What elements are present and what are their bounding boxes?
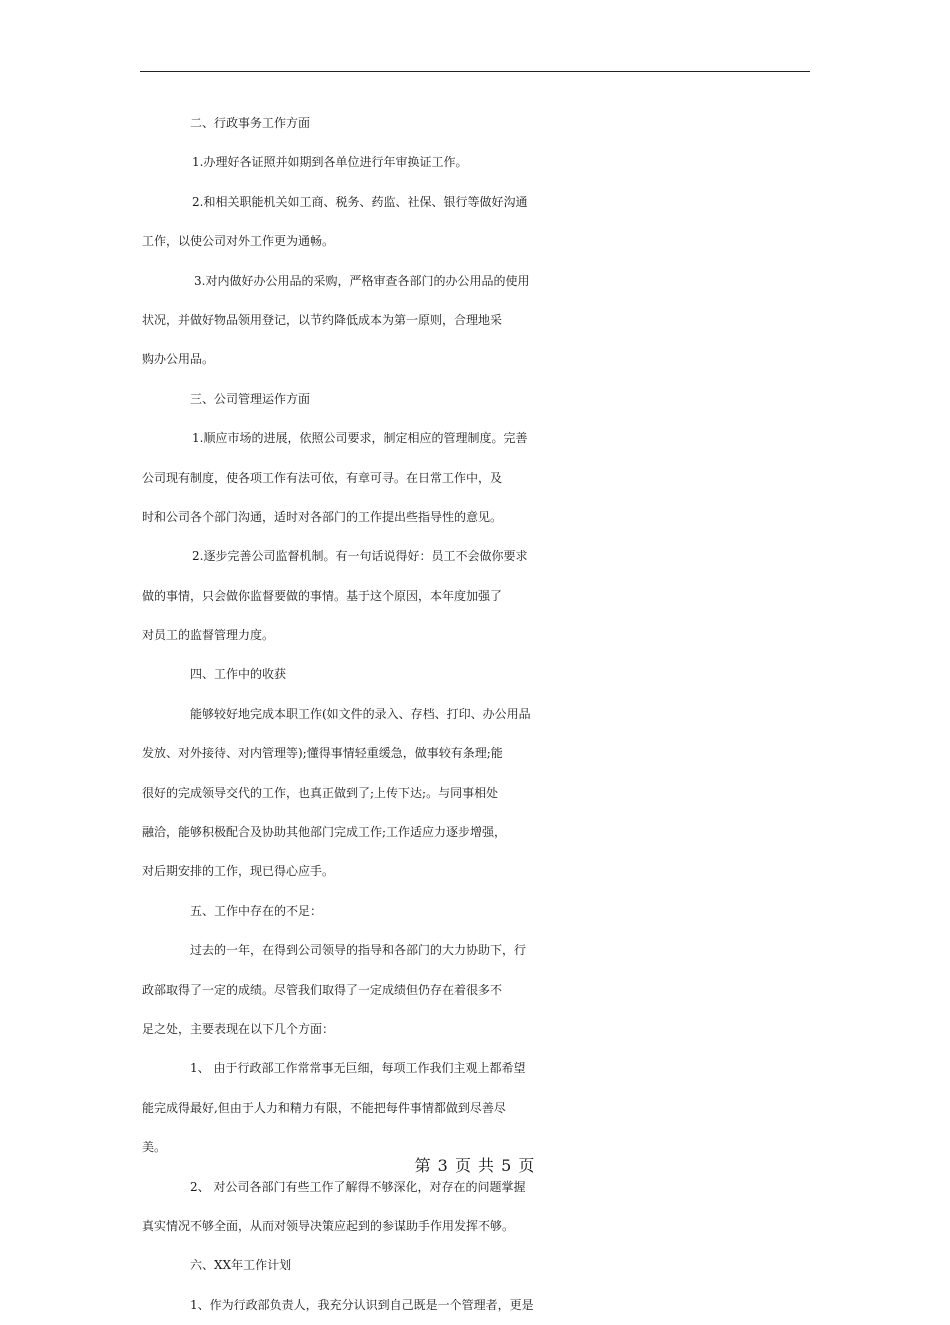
text-line: 做的事情，只会做你监督要做的事情。基于这个原因，本年度加强了: [142, 588, 503, 603]
text-line: 2、 对公司各部门有些工作了解得不够深化，对存在的问题掌握: [190, 1179, 526, 1194]
text-line: 二、行政事务工作方面: [190, 116, 311, 130]
text-line: 状况，并做好物品领用登记，以节约降低成本为第一原则，合理地采: [142, 312, 503, 327]
text-line: 能完成得最好,但由于人力和精力有限，不能把每件事情都做到尽善尽: [142, 1100, 506, 1115]
text-line: 1.办理好各证照并如期到各单位进行年审换证工作。: [192, 155, 468, 170]
text-line: 对后期安排的工作，现已得心应手。: [142, 864, 335, 879]
text-line: 工作，以使公司对外工作更为通畅。: [142, 234, 335, 249]
text-line: 足之处，主要表现在以下几个方面：: [142, 1021, 335, 1036]
text-line: 三、公司管理运作方面: [190, 391, 311, 406]
text-line: 真实情况不够全面，从而对领导决策应起到的参谋助手作用发挥不够。: [142, 1218, 515, 1233]
text-line: 美。: [142, 1140, 167, 1155]
text-line: 五、工作中存在的不足：: [190, 903, 323, 918]
text-line: 对员工的监督管理力度。: [142, 628, 275, 643]
text-line: 1.顺应市场的进展，依照公司要求，制定相应的管理制度。完善: [192, 431, 528, 446]
text-line: 时和公司各个部门沟通，适时对各部门的工作提出些指导性的意见。: [142, 509, 503, 524]
text-line: 四、工作中的收获: [190, 667, 287, 682]
text-line: 公司现有制度，使各项工作有法可依，有章可寻。在日常工作中，及: [142, 470, 503, 485]
document-body: [142, 104, 812, 1325]
text-line: 1、作为行政部负责人，我充分认识到自己既是一个管理者，更是: [190, 1297, 534, 1312]
text-line: 购办公用品。: [142, 352, 215, 367]
text-line: 能够较好地完成本职工作(如文件的录入、存档、打印、办公用品: [190, 706, 531, 721]
text-line: 2.逐步完善公司监督机制。有一句话说得好：员工不会做你要求: [192, 549, 528, 564]
text-line: 1、 由于行政部工作常常事无巨细，每项工作我们主观上都希望: [190, 1061, 526, 1076]
text-line: 很好的完成领导交代的工作，也真正做到了;上传下达;。与同事相处: [142, 785, 499, 800]
text-line: 3.对内做好办公用品的采购，严格审查各部门的办公用品的使用: [194, 273, 530, 288]
text-line: 政部取得了一定的成绩。尽管我们取得了一定成绩但仍存在着很多不: [142, 982, 503, 997]
text-line: 过去的一年，在得到公司领导的指导和各部门的大力协助下，行: [190, 943, 527, 958]
header-rule: [140, 71, 810, 72]
text-line: 融洽，能够积极配合及协助其他部门完成工作;工作适应力逐步增强，: [142, 825, 507, 840]
text-line: 2.和相关职能机关如工商、税务、药监、社保、银行等做好沟通: [192, 194, 528, 209]
text-line: 六、XX年工作计划: [190, 1258, 292, 1273]
page-indicator: 第 3 页 共 5 页: [414, 1156, 536, 1175]
text-line: 发放、对外接待、对内管理等);懂得事情轻重缓急，做事较有条理;能: [142, 746, 503, 761]
